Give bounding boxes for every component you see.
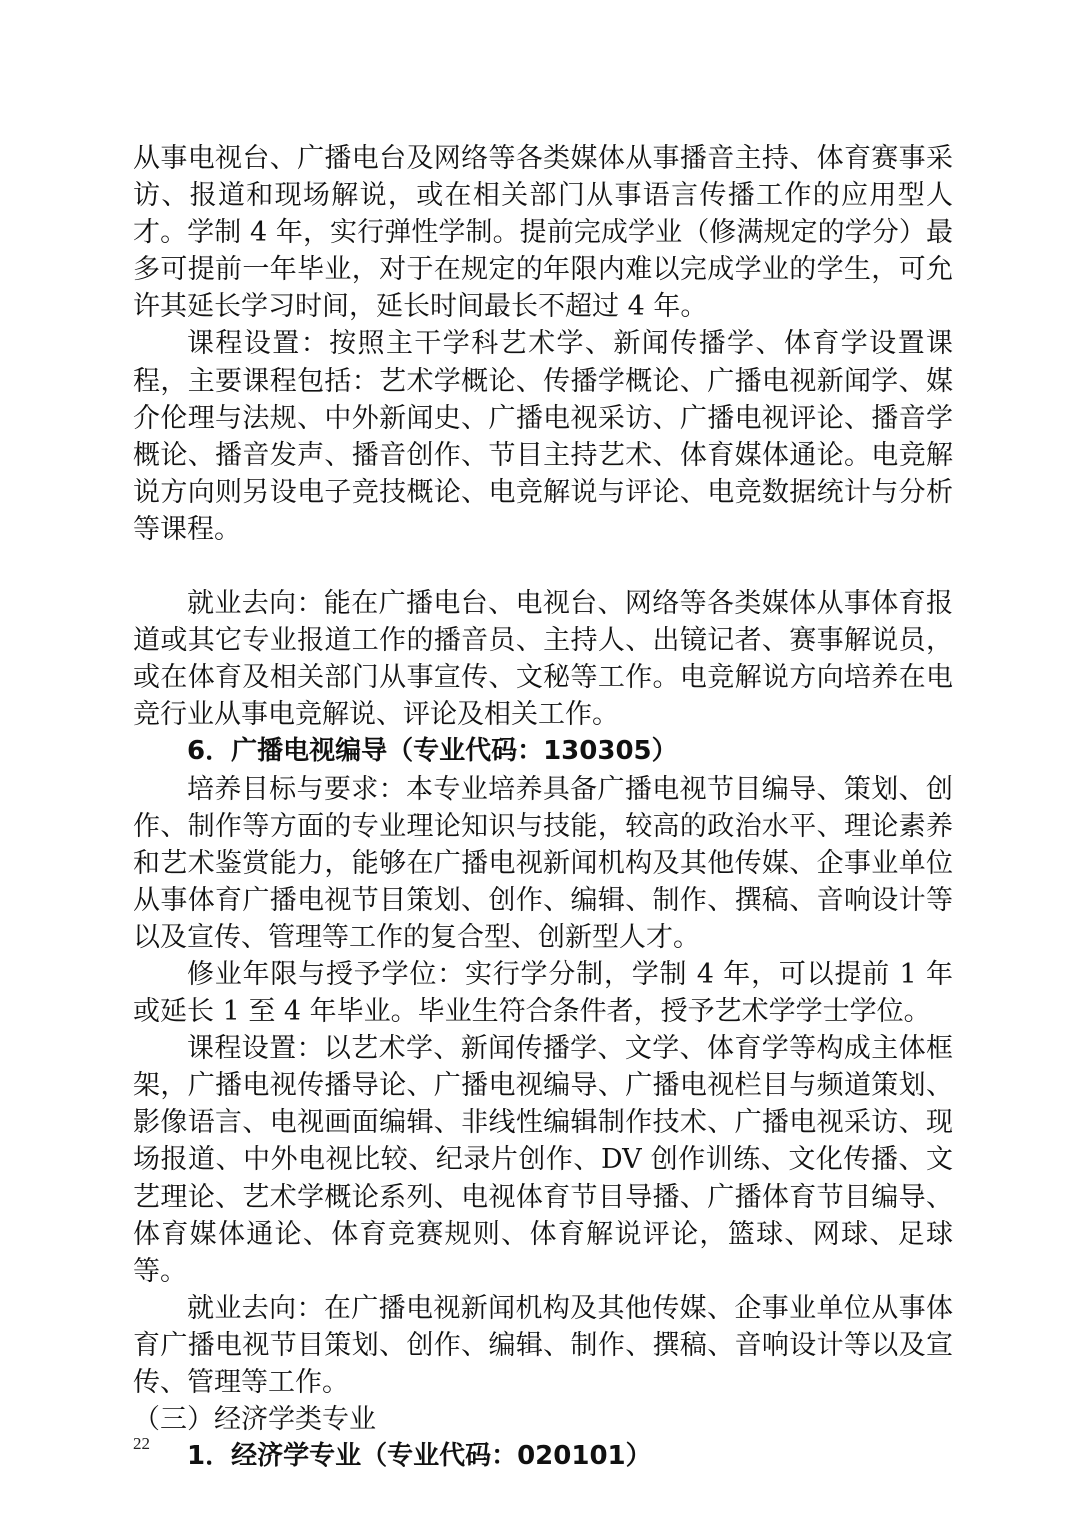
paragraph-training-goals-continued: 从事电视台、广播电台及网络等各类媒体从事播音主持、体育赛事采访、报道和现场解说，或在相关部门从事语言传播工作的应用型人才。学制 4 年，实行弹性学制。提前完成学业（修满规定的学分）最多可提前一年毕业，对于在规定的年限内难以完成学业的学生，可允许其延长学习时间，延长时间最长不超过 4 年。 <box>133 143 953 323</box>
heading-economics-major: 1．经济学专业（专业代码：020101） <box>187 1441 652 1472</box>
paragraph-course-settings: 课程设置：按照主干学科艺术学、新闻传播学、体育学设置课程，主要课程包括：艺术学概论、传播学概论、广播电视新闻学、媒介伦理与法规、中外新闻史、广播电视采访、广播电视评论、播音学概论、播音发声、播音创作、节目主持艺术、体育媒体通论。电竞解说方向则另设电子竞技概论、电竞解说与评论、电竞数据统计与分析等课程。 <box>133 328 953 545</box>
paragraph-spacer <box>133 548 953 585</box>
paragraph-directing-duration: 修业年限与授予学位：实行学分制，学制 4 年，可以提前 1 年或延长 1 至 4 年毕业。毕业生符合条件者，授予艺术学学士学位。 <box>133 958 953 1028</box>
page-number: 22 <box>133 1434 150 1453</box>
paragraph-employment: 就业去向：能在广播电台、电视台、网络等各类媒体从事体育报道或其它专业报道工作的播音员、主持人、出镜记者、赛事解说员，或在体育及相关部门从事宣传、文秘等工作。电竞解说方向培养在电竞行业从事电竞解说、评论及相关工作。 <box>133 588 953 731</box>
paragraph-directing-employment: 就业去向：在广播电视新闻机构及其他传媒、企事业单位从事体育广播电视节目策划、创作、编辑、制作、撰稿、音响设计等以及宣传、管理等工作。 <box>133 1292 953 1398</box>
document-body <box>133 140 953 1475</box>
paragraph-directing-goals: 培养目标与要求：本专业培养具备广播电视节目编导、策划、创作、制作等方面的专业理论知识与技能，较高的政治水平、理论素养和艺术鉴赏能力，能够在广播电视新闻机构及其他传媒、企事业单位从事体育广播电视节目策划、创作、编辑、制作、撰稿、音响设计等以及宣传、管理等工作的复合型、创新型人才。 <box>133 773 953 953</box>
paragraph-directing-courses: 课程设置：以艺术学、新闻传播学、文学、体育学等构成主体框架，广播电视传播导论、广播电视编导、广播电视栏目与频道策划、影像语言、电视画面编辑、非线性编辑制作技术、广播电视采访、现场报道、中外电视比较、纪录片创作、DV 创作训练、文化传播、文艺理论、艺术学概论系列、电视体育节目导播、广播体育节目编导、体育媒体通论、体育竞赛规则、体育解说评论，篮球、网球、足球等。 <box>133 1033 953 1287</box>
heading-broadcast-directing: 6．广播电视编导（专业代码：130305） <box>187 736 678 767</box>
heading-economics-section: （三）经济学类专业 <box>133 1404 376 1436</box>
